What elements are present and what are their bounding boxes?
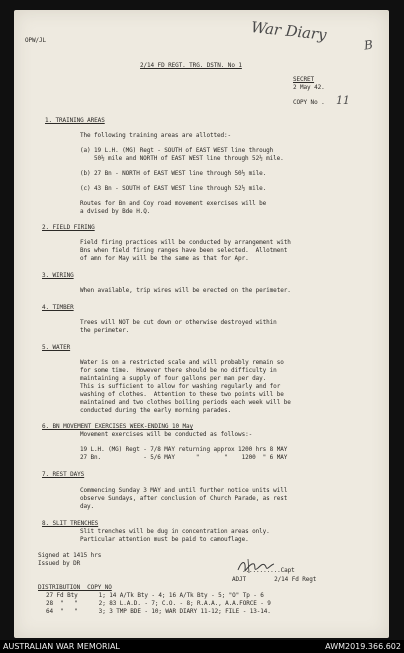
section-1-para-1: Routes for Bn and Coy road movement exercises will be (80, 200, 267, 207)
section-2-line-3: of amn for May will be the same as that for Apr. (80, 255, 249, 262)
section-2-line-1: Field firing practices will be conducted by arrangement with (80, 239, 291, 246)
section-7-heading: 7. REST DAYS (42, 471, 85, 478)
section-2-line-2: Bns when field firing ranges have been selected. Allotment (80, 247, 288, 254)
section-5-line-3: maintaining a supply of four gallons per man per day. (80, 375, 267, 382)
section-5-line-7: conducted during the early morning parades. (80, 407, 232, 414)
section-8-line-1: Slit trenches will be dug in concentration areas only. (80, 528, 270, 535)
section-1-item-a-cont: 50½ mile and NORTH of EAST WEST line through 52½ mile. (94, 155, 284, 162)
section-3-heading: 3. WIRING (42, 272, 74, 279)
handwritten-mark: B (363, 37, 374, 53)
section-6-line-3: 27 Bn. - 5/6 MAY " " 1200 " 6 MAY (80, 454, 288, 461)
section-4-line-2: the perimeter. (80, 327, 130, 334)
section-4-heading: 4. TIMBER (42, 304, 74, 311)
section-5-line-4: This is sufficient to allow for washing regularly and for (80, 383, 281, 390)
distribution-heading: DISTRIBUTION COPY NO (38, 584, 112, 591)
document-title: 2/14 FD REGT. TRG. DSTN. No 1 (140, 62, 242, 69)
section-8-heading: 8. SLIT TRENCHES (42, 520, 99, 527)
distribution-row: 64 " " 3; 3 TMP BDE - 10; WAR DIARY 11-12; FILE - 13-14. (46, 608, 271, 615)
section-5-line-6: maintained and two clothes boiling periods each week will be (80, 399, 291, 406)
document-date: 2 May 42. (293, 84, 325, 91)
signed-time: Signed at 1415 hrs (38, 552, 102, 559)
section-5-heading: 5. WATER (42, 344, 71, 351)
section-5-line-1: Water is on a restricted scale and will probably remain so (80, 359, 284, 366)
issued-by: Issued by DR (38, 560, 81, 567)
section-5-line-2: for some time. However there should be no difficulty in (80, 367, 277, 374)
section-1-item-b: (b) 27 Bn - NORTH of EAST WEST line through 50½ mile. (80, 170, 267, 177)
document-page (14, 10, 389, 638)
section-1-heading: 1. TRAINING AREAS (45, 117, 105, 124)
archive-name: AUSTRALIAN WAR MEMORIAL (3, 642, 120, 651)
section-7-line-2: observe Sundays, after conclusion of Church Parade, as rest (80, 495, 288, 502)
adjutant-block: ADJT 2/14 Fd Regt (232, 576, 317, 583)
reference-code: OPW/JL (25, 37, 47, 44)
distribution-row: 28 " " 2; 83 L.A.D. - 7; C.O. - 8; R.A.A., A.A.FORCE - 9 (46, 600, 271, 607)
section-7-line-1: Commencing Sunday 3 MAY and until further notice units will (80, 487, 288, 494)
distribution-row: 27 Fd Bty 1; 14 A/Tk Bty - 4; 16 A/Tk Bty - 5; "O" Tp - 6 (46, 592, 264, 599)
copy-number: 11 (336, 94, 350, 107)
archive-reference: AWM2019.366.602 (325, 642, 401, 651)
section-8-line-2: Particular attention must be paid to camouflage. (80, 536, 249, 543)
section-2-heading: 2. FIELD FIRING (42, 224, 95, 231)
section-1-para-2: a dvised by Bde H.Q. (80, 208, 151, 215)
section-6-line-2: 19 L.H. (MG) Regt - 7/8 MAY returning approx 1200 hrs 8 MAY (80, 446, 288, 453)
section-5-line-5: washing of clothes. Attention to these two points will be (80, 391, 284, 398)
section-1-item-c: (c) 43 Bn - SOUTH of EAST WEST line through 52½ mile. (80, 185, 267, 192)
section-6-heading: 6. BN MOVEMENT EXERCISES WEEK-ENDING 10 May (42, 423, 194, 430)
handwritten-title: War Diary (250, 18, 328, 44)
section-1-item-a: (a) 19 L.H. (MG) Regt - SOUTH of EAST WEST line through (80, 147, 274, 154)
copy-label: COPY No . (293, 99, 325, 106)
section-1-intro: The following training areas are allotted:- (80, 132, 232, 139)
archive-footer (0, 640, 404, 653)
section-6-line-1: Movement exercises will be conducted as follows:- (80, 431, 253, 438)
secret-label: SECRET (293, 76, 315, 83)
section-4-line-1: Trees will NOT be cut down or otherwise destroyed within (80, 319, 277, 326)
section-3-line-1: When available, trip wires will be erected on the perimeter. (80, 287, 291, 294)
signature-line: ...........Capt (242, 567, 295, 574)
section-7-line-3: day. (80, 503, 95, 510)
